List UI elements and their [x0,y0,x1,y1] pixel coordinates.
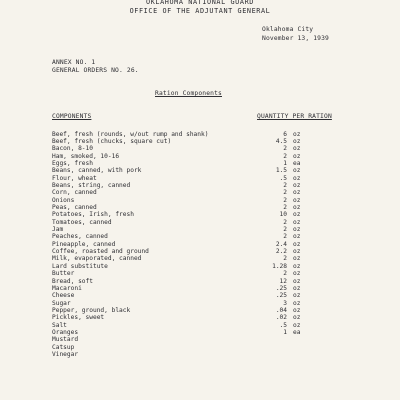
component-unit: oz [293,306,301,314]
table-row [0,167,400,174]
component-quantity: .5 [279,321,287,329]
table-row [0,241,400,248]
component-unit: oz [293,145,301,153]
table-row [0,270,400,277]
component-quantity: .04 [275,306,287,314]
table-row [0,145,400,152]
component-quantity: .25 [275,284,287,292]
component-unit: oz [293,137,301,145]
component-quantity: 2 [283,145,287,153]
component-name: Bacon, 8-10 [52,145,93,153]
component-unit: oz [293,130,301,138]
component-name: Coffee, roasted and ground [52,248,149,256]
component-quantity: 2 [283,189,287,197]
component-name: Oranges [52,328,79,336]
component-name: Macaroni [52,284,82,292]
component-unit: oz [293,277,301,285]
table-row [0,329,400,336]
table-row [0,322,400,329]
table-row [0,189,400,196]
component-unit: oz [293,255,301,263]
component-unit: oz [293,211,301,219]
component-unit: oz [293,284,301,292]
component-quantity: 3 [283,299,287,307]
table-row [0,278,400,285]
component-name: Potatoes, Irish, fresh [52,211,134,219]
component-quantity: 10 [279,211,287,219]
component-quantity: 4.5 [275,137,287,145]
component-unit: oz [293,167,301,175]
organization-heading: OKLAHOMA NATIONAL GUARD [146,0,254,6]
component-name: Catsup [52,343,75,351]
component-name: Corn, canned [52,189,97,197]
city-line: Oklahoma City [262,26,314,33]
component-quantity: 1 [283,159,287,167]
table-row [0,255,400,262]
general-orders-number: GENERAL ORDERS NO. 26. [52,67,139,74]
components-column-header: COMPONENTS [52,113,92,120]
table-row [0,175,400,182]
component-name: Cheese [52,292,75,300]
component-quantity: 1.28 [272,262,287,270]
component-unit: oz [293,262,301,270]
component-quantity: 2 [283,152,287,160]
component-name: Bread, soft [52,277,93,285]
component-name: Tomatoes, canned [52,218,112,226]
component-unit: ea [293,159,301,167]
component-name: Mustard [52,336,79,344]
component-name: Jam [52,226,64,234]
component-quantity: 1.5 [275,167,287,175]
table-row [0,263,400,270]
component-unit: oz [293,299,301,307]
component-unit: oz [293,226,301,234]
table-row [0,300,400,307]
quantity-column-header: QUANTITY PER RATION [257,113,332,120]
component-unit: oz [293,270,301,278]
table-row [0,219,400,226]
table-row [0,160,400,167]
office-heading: OFFICE OF THE ADJUTANT GENERAL [129,7,271,15]
component-name: Lard substitute [52,262,108,270]
table-row [0,197,400,204]
component-name: Vinegar [52,351,79,358]
component-quantity: 6 [283,130,287,138]
component-quantity: .02 [275,314,287,322]
component-name: Milk, evaporated, canned [52,255,142,263]
component-quantity: 2.4 [275,240,287,248]
component-quantity: .25 [275,292,287,300]
component-name: Butter [52,270,75,278]
component-unit: ea [293,328,301,336]
component-name: Flour, wheat [52,174,97,182]
table-row [0,344,400,351]
table-row [0,153,400,160]
component-unit: oz [293,233,301,241]
component-quantity: 2.2 [275,248,287,256]
component-name: Ham, smoked, 10-16 [52,152,120,160]
component-unit: oz [293,292,301,300]
table-row [0,211,400,218]
component-name: Pickles, sweet [52,314,105,322]
date-line: November 13, 1939 [262,35,329,42]
component-unit: oz [293,204,301,211]
table-row [0,314,400,321]
component-quantity: 2 [283,270,287,278]
component-name: Onions [52,196,75,204]
component-quantity: 2 [283,226,287,234]
component-name: Pepper, ground, black [52,306,131,314]
component-name: Pineapple, canned [52,240,116,248]
component-unit: oz [293,189,301,197]
component-unit: oz [293,248,301,256]
table-row [0,226,400,233]
component-quantity: 2 [283,233,287,241]
component-unit: oz [293,152,301,160]
component-name: Peaches, canned [52,233,108,241]
component-name: Peas, canned [52,204,97,211]
table-row [0,182,400,189]
component-unit: oz [293,314,301,322]
component-quantity: 2 [283,181,287,189]
component-unit: oz [293,240,301,248]
section-title: Ration Components [155,90,222,97]
component-quantity: 2 [283,204,287,211]
table-row [0,233,400,240]
table-row [0,336,400,343]
component-name: Beans, canned, with pork [52,167,142,175]
component-name: Salt [52,321,67,329]
table-row [0,351,400,358]
annex-number: ANNEX NO. 1 [52,59,96,66]
table-row [0,307,400,314]
component-quantity: 12 [279,277,287,285]
component-name: Eggs, fresh [52,159,93,167]
table-row [0,138,400,145]
component-quantity: 2 [283,255,287,263]
component-name: Beef, fresh (rounds, w/out rump and shank) [52,130,209,138]
component-unit: oz [293,196,301,204]
component-name: Beef, fresh (chucks, square cut) [52,137,172,145]
component-name: Sugar [52,299,71,307]
component-unit: oz [293,218,301,226]
table-row [0,204,400,211]
component-quantity: .5 [279,174,287,182]
component-unit: oz [293,321,301,329]
table-row [0,248,400,255]
table-row [0,292,400,299]
component-unit: oz [293,174,301,182]
component-quantity: 2 [283,218,287,226]
table-row [0,285,400,292]
component-quantity: 1 [283,328,287,336]
component-quantity: 2 [283,196,287,204]
component-name: Beans, string, canned [52,181,131,189]
table-row [0,131,400,138]
component-unit: oz [293,181,301,189]
